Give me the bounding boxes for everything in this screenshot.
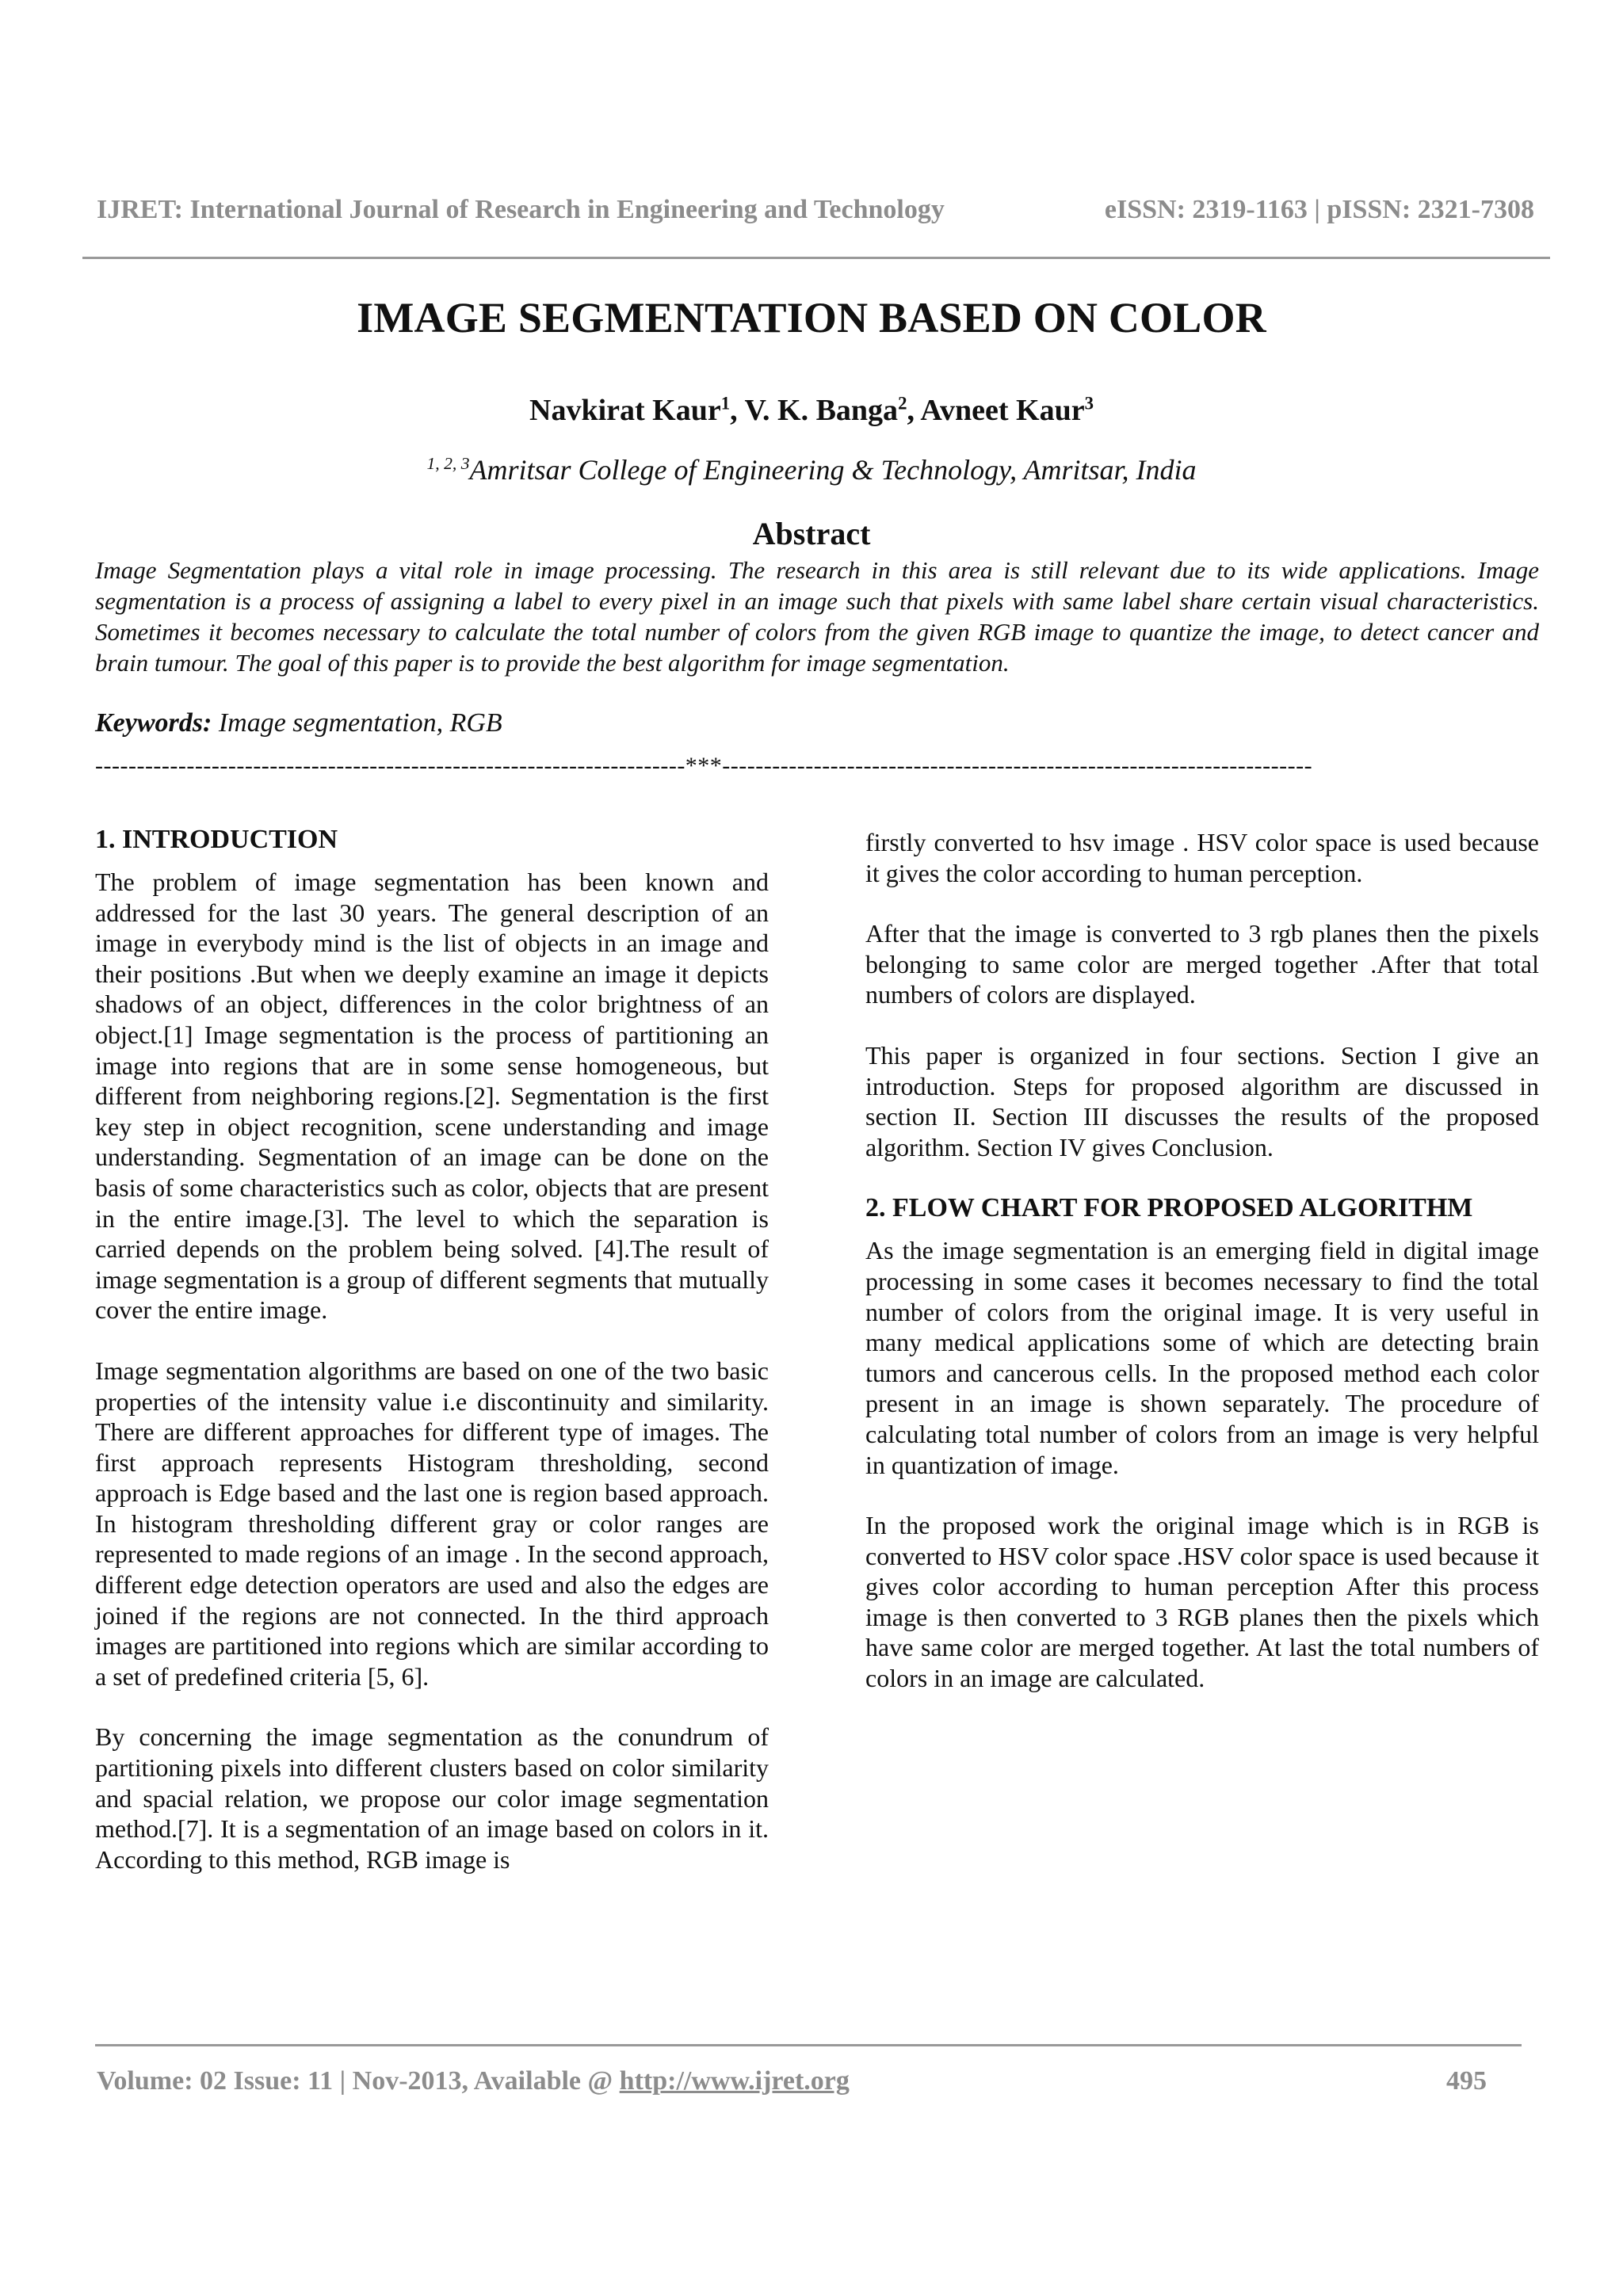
footer-volume: Volume: 02 Issue: 11 | Nov-2013, Available @ [97,2066,620,2096]
author-name: V. K. Banga [744,394,899,427]
section-heading-introduction: 1. INTRODUCTION [95,825,338,854]
author-sup: 1 [720,393,731,414]
paragraph: Image segmentation algorithms are based on one of the two basic properties of the intensity value i.e discontinuity and similarity. There are different approaches for different type of images. The first approach represents Histogram thresholding, second approach is Edge based and the last one is region based approach. In histogram thresholding different gray or color ranges are represented to made regions of an image . In the second approach, different edge detection operators are used and also the edges are joined if the regions are not connected. In the third approach images are partitioned into regions which are similar according to a set of predefined criteria [5, 6]. [95,1356,769,1691]
right-column [865,827,1539,1724]
author-sep: , [730,394,745,427]
footer-link[interactable]: http://www.ijret.org [619,2066,850,2096]
paragraph: firstly converted to hsv image . HSV color space is used because it gives the color according to human perception. [865,828,1539,887]
paragraph: After that the image is converted to 3 rgb planes then the pixels belonging to same color are merged together .After that total numbers of colors are displayed. [865,919,1539,1009]
author-name: Avneet Kaur [920,394,1085,427]
footer-rule [95,2044,1522,2046]
author-sup: 2 [898,393,907,414]
affiliation-sup: 1, 2, 3 [426,454,470,473]
paragraph: The problem of image segmentation has been known and addressed for the last 30 years. The general description of an image in everybody mind is the list of objects in an image and their positions .But when we deeply examine an image it depicts shadows of an object, differences in the color brightness of an object.[1] Image segmentation is the process of partitioning an image into regions that are in some sense homogeneous, but different from neighboring regions.[2]. Segmentation is the first key step in object recognition, scene understanding and image understanding. Segmentation of an image can be done on the basis of some characteristics such as color, objects that are present in the entire image.[3]. The level to which the separation is carried depends on the problem being solved. [4].The result of image segmentation is a group of different segments that mutually cover the entire image. [95,868,769,1325]
paragraph: In the proposed work the original image which is in RGB is converted to HSV color space .HSV color space is used because it gives color according to human perception After this process image is then converted to 3 RGB planes then the pixels which have same color are merged together. At last the total numbers of colors in an image are calculated. [865,1511,1539,1693]
paragraph: By concerning the image segmentation as the conundrum of partitioning pixels into different clusters based on color similarity and spacial relation, we propose our color image segmentation method.[7]. It is a segmentation of an image based on colors in it. According to this method, RGB image is [95,1722,769,1874]
page-footer [97,2066,1487,2096]
authors [0,393,1623,428]
paragraph: As the image segmentation is an emerging field in digital image processing in some cases it becomes necessary to find the total number of colors from the original image. It is very useful in many medical applications some of which are detecting brain tumors and cancerous cells. In the proposed method each color present in an image is shown separately. The procedure of calculating total number of colors from an image is very helpful in quantization of image. [865,1236,1539,1479]
affiliation-text: Amritsar College of Engineering & Technology, Amritsar, India [469,454,1197,486]
left-column [95,824,769,1905]
section-separator: -----------------------------------------------------------------------***----------------------------------------------------------------------- [95,753,1313,779]
keywords-text: Image segmentation, RGB [218,708,502,738]
abstract-heading: Abstract [752,516,871,551]
affiliation [0,453,1623,486]
author-sep: , [907,394,921,427]
issn: eISSN: 2319-1163 | pISSN: 2321-7308 [1104,195,1534,224]
header-rule [82,257,1550,259]
keywords-label: Keywords: [95,708,212,738]
author-name: Navkirat Kaur [529,394,721,427]
author-sup: 3 [1084,393,1094,414]
paragraph: This paper is organized in four sections. Section I give an introduction. Steps for proposed algorithm are discussed in section II. Section III discusses the results of the proposed algorithm. Section IV gives Conclusion. [865,1040,1539,1161]
paper-title: IMAGE SEGMENTATION BASED ON COLOR [357,294,1266,341]
keywords [95,708,502,738]
abstract-body: Image Segmentation plays a vital role in image processing. The research in this area is still relevant due to its wide applications. Image segmentation is a process of assigning a label to every pixel in an image such that pixels with same label share certain visual characteristics. Sometimes it becomes necessary to calculate the total number of colors from the given RGB image to quantize the image, to detect cancer and brain tumour. The goal of this paper is to provide the best algorithm for image segmentation. [95,556,1539,677]
journal-name: IJRET: International Journal of Research in Engineering and Technology [97,195,945,224]
section-heading-flow-chart: 2. FLOW CHART FOR PROPOSED ALGORITHM [865,1193,1473,1223]
page-number: 495 [1446,2066,1487,2096]
